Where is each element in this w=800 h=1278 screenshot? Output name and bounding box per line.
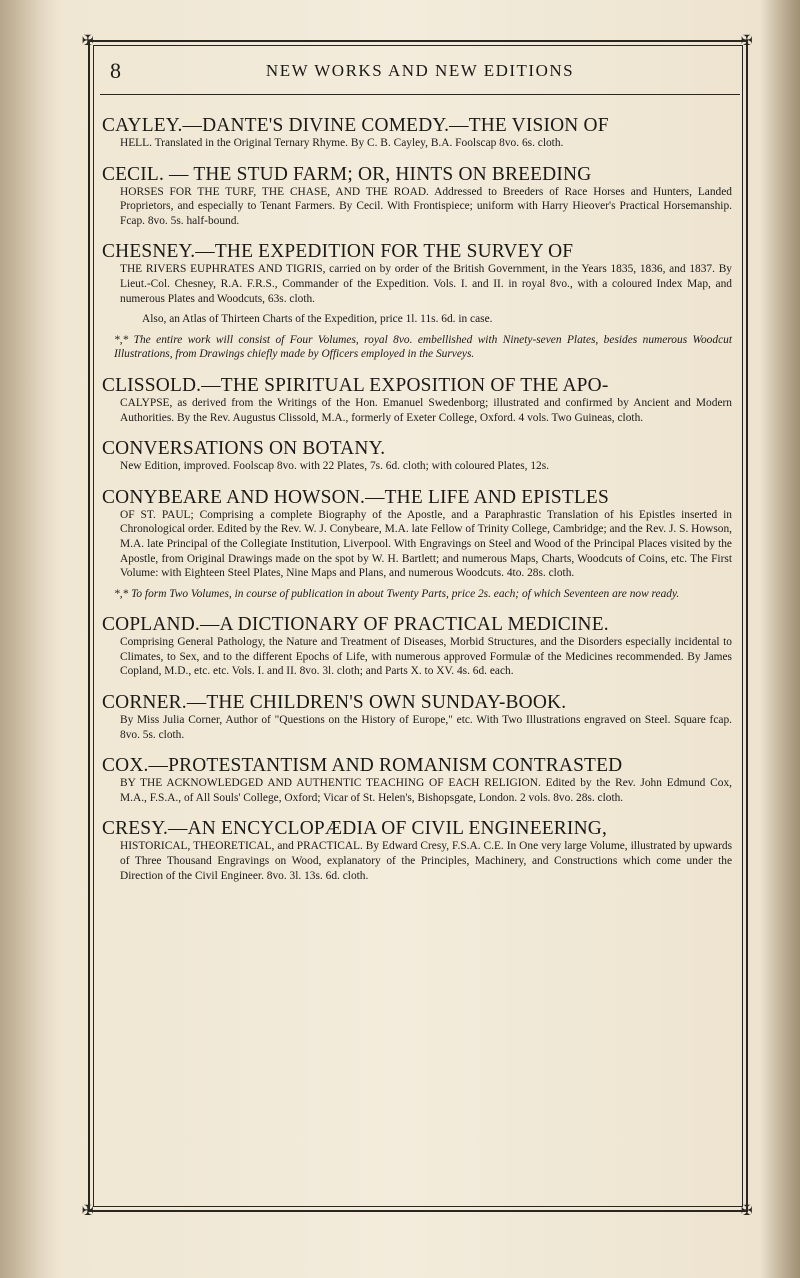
corner-ornament-icon: ✠	[82, 1203, 94, 1219]
header-rule	[100, 94, 740, 95]
entry-heading: CLISSOLD.—THE SPIRITUAL EXPOSITION OF THE APO-	[102, 374, 609, 396]
entry-copland	[102, 615, 732, 679]
entry-body: BY THE ACKNOWLEDGED AND AUTHENTIC TEACHING OF EACH RELIGION. Edited by the Rev. John Edmund Cox, M.A., F.S.A., of All Souls' College, Oxford; Vicar of St. Helen's, Bishopsgate, London. 2 vols. 8vo. 28s. cloth.	[120, 777, 732, 804]
entry-heading: CHESNEY.—THE EXPEDITION FOR THE SURVEY OF	[102, 241, 574, 263]
entry-conybeare	[102, 488, 732, 602]
entry-heading: CAYLEY.—DANTE'S DIVINE COMEDY.—THE VISION OF	[102, 115, 609, 136]
corner-ornament-icon: ✠	[741, 1203, 753, 1219]
page-shadow-right	[760, 0, 800, 1278]
page-header	[100, 58, 740, 88]
entry-cresy	[102, 819, 732, 883]
entry-cox	[102, 756, 732, 805]
entry-body: HISTORICAL, THEORETICAL, and PRACTICAL. By Edward Cresy, F.S.A. C.E. In One very large Volume, illustrated by upwards of Three Thousand Engravings on Wood, explanatory of the Principles, Machinery, and Constructions which come under the Direction of the Civil Engineer. 8vo. 3l. 13s. 6d. cloth.	[120, 840, 732, 882]
corner-ornament-icon: ✠	[741, 33, 753, 49]
entry-body: THE RIVERS EUPHRATES AND TIGRIS, carried on by order of the British Government, in the Years 1835, 1836, and 1837. By Lieut.-Col. Chesney, R.A. F.R.S., Commander of the Expedition. Vols. I. and II. in royal 8vo., with a coloured Index Map, and numerous Plates and Woodcuts, 63s. cloth.	[120, 263, 732, 305]
entry-body: Comprising General Pathology, the Nature and Treatment of Diseases, Morbid Structures, and the Disorders especially incidental to Climates, to Sex, and to the different Epochs of Life, with numerous approved Formulæ of the Medicines recommended. By James Copland, M.D., etc. etc. Vols. I. and II. 8vo. 3l. cloth; and Parts X. to XV. 4s. 6d. each.	[120, 636, 732, 678]
entry-clissold	[102, 376, 732, 425]
corner-ornament-icon: ✠	[82, 33, 94, 49]
entry-body: OF ST. PAUL; Comprising a complete Biography of the Apostle, and a Paraphrastic Translation of his Epistles inserted in Chronological order. Edited by the Rev. W. J. Conybeare, M.A. late Fellow of Trinity College, Cambridge; and the Rev. J. S. Howson, M.A. late Principal of the Collegiate Institution, Liverpool. With Engravings on Steel and Wood of the Principal Places visited by the Apostle, from Original Drawings made on the spot by W. H. Bartlett; and numerous Maps, Charts, Woodcuts of Coins, etc. The First Volume: with Eighteen Steel Plates, Nine Maps and Plans, and numerous Woodcuts. 4to. 28s. cloth.	[120, 508, 732, 580]
entry-note: *,* To form Two Volumes, in course of publication in about Twenty Parts, price 2s. each; of which Seventeen are now ready.	[114, 587, 680, 600]
entry-heading: COPLAND.—A DICTIONARY OF PRACTICAL MEDICINE.	[102, 614, 609, 636]
entry-heading: CRESY.—AN ENCYCLOPÆDIA OF CIVIL ENGINEERING,	[102, 818, 608, 840]
entry-cayley	[102, 116, 732, 151]
page-number: 8	[110, 58, 121, 83]
entry-heading: CORNER.—THE CHILDREN'S OWN SUNDAY-BOOK.	[102, 692, 567, 714]
entry-heading: CONVERSATIONS ON BOTANY.	[102, 438, 386, 460]
entry-cecil	[102, 165, 732, 229]
entry-body: By Miss Julia Corner, Author of "Questions on the History of Europe," etc. With Two Illustrations engraved on Steel. Square fcap. 8vo. 5s. cloth.	[120, 714, 732, 741]
entry-body: HELL. Translated in the Original Ternary Rhyme. By C. B. Cayley, B.A. Foolscap 8vo. 6s. cloth.	[120, 137, 564, 149]
running-title: NEW WORKS AND NEW EDITIONS	[265, 61, 575, 80]
entry-corner	[102, 693, 732, 742]
entry-note: *,* The entire work will consist of Four Volumes, royal 8vo. embellished with Ninety-seven Plates, besides numerous Woodcut Illustrations, from Drawings chiefly made by Officers employed in the Surveys.	[114, 333, 732, 361]
page-shadow-left	[0, 0, 60, 1278]
entry-heading: COX.—PROTESTANTISM AND ROMANISM CONTRASTED	[102, 755, 623, 777]
entry-heading: CONYBEARE AND HOWSON.—THE LIFE AND EPISTLES	[102, 486, 609, 508]
entry-conversations	[102, 439, 732, 474]
entry-sub: Also, an Atlas of Thirteen Charts of the Expedition, price 1l. 11s. 6d. in case.	[142, 313, 493, 326]
entry-body: CALYPSE, as derived from the Writings of the Hon. Emanuel Swedenborg; illustrated and confirmed by Ancient and Modern Authorities. By the Rev. Augustus Clissold, M.A., formerly of Exeter College, Oxford. 4 vols. Two Guineas, cloth.	[120, 396, 732, 424]
entry-body: New Edition, improved. Foolscap 8vo. with 22 Plates, 7s. 6d. cloth; with coloured Plates, 12s.	[120, 460, 550, 473]
entry-heading: CECIL. — THE STUD FARM; OR, HINTS ON BREEDING	[102, 163, 592, 185]
entry-body: HORSES FOR THE TURF, THE CHASE, AND THE ROAD. Addressed to Breeders of Race Horses and Hunters, Landed Proprietors, and especially to Tenant Farmers. By Cecil. With Frontispiece; uniform with Harry Hieover's Practical Horsemanship. Fcap. 8vo. 5s. half-bound.	[120, 185, 732, 227]
entries-list	[102, 116, 732, 883]
entry-chesney	[102, 242, 732, 362]
